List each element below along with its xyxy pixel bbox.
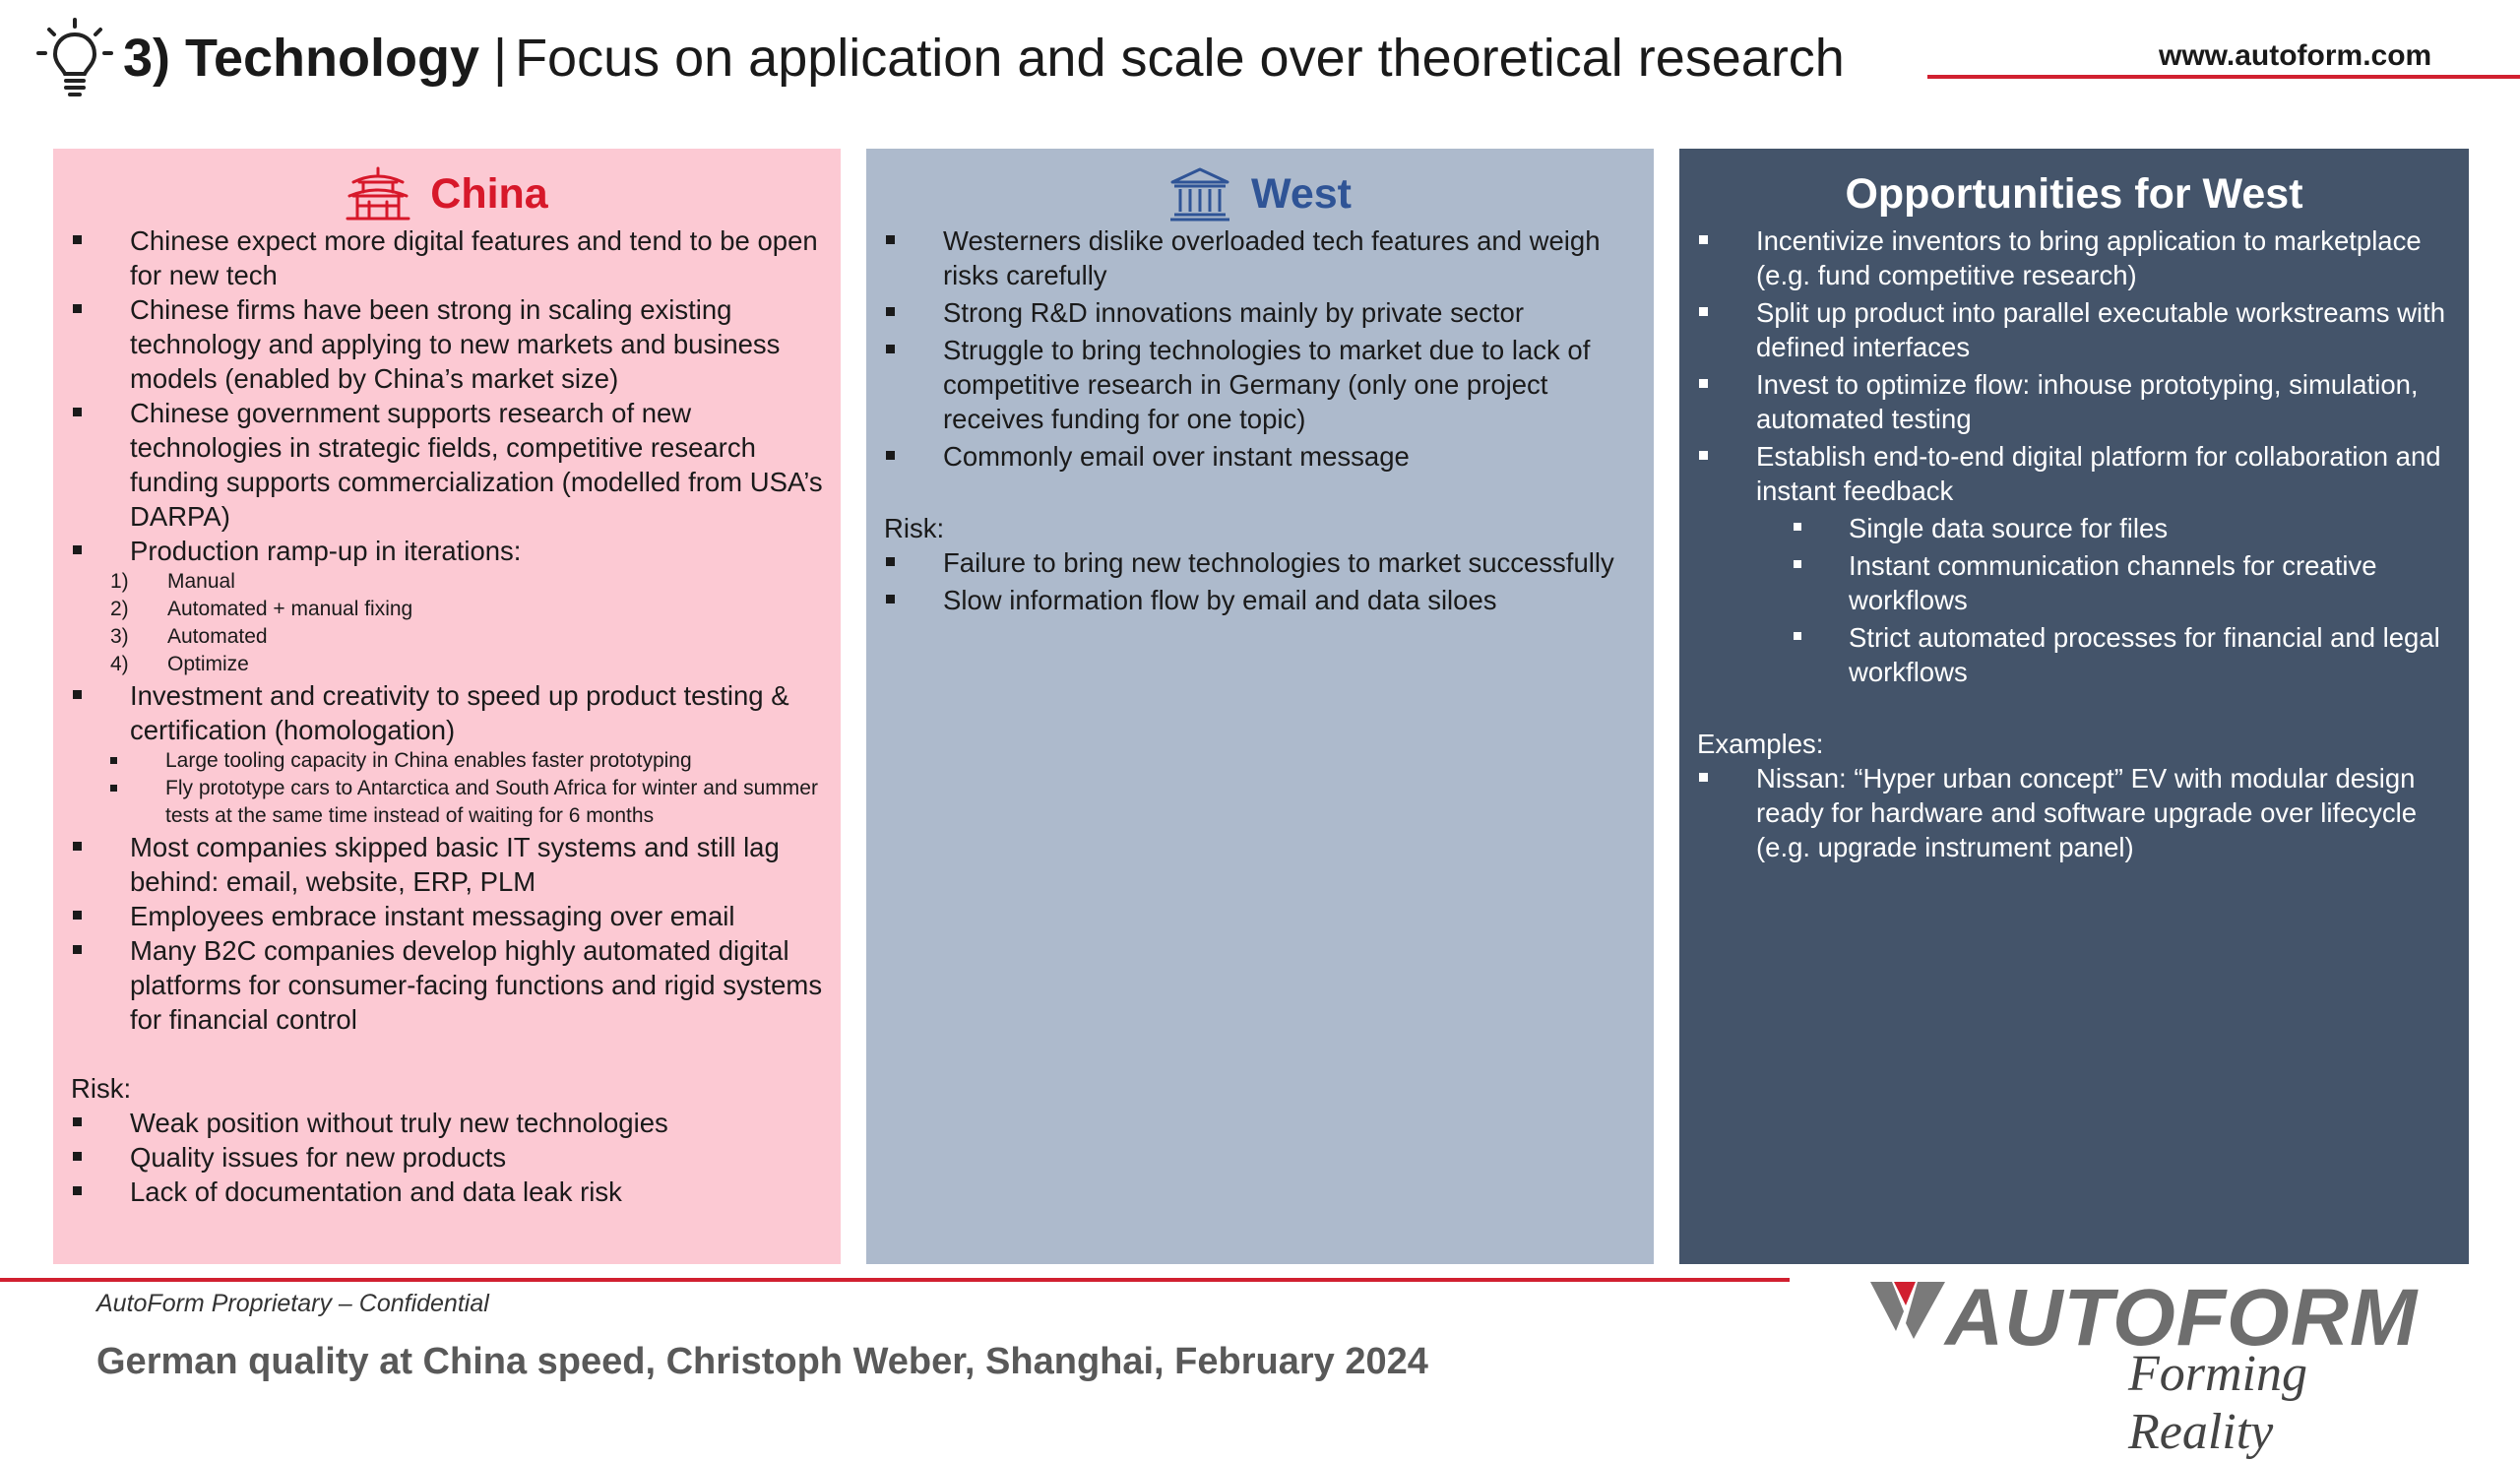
opportunities-bullet-list <box>1697 223 2451 508</box>
platform-sub-list <box>1697 511 2451 689</box>
examples-label: Examples: <box>1697 729 1824 759</box>
list-item: Westerners dislike overloaded tech features and weigh risks carefully <box>884 223 1636 292</box>
investment-sub-list <box>71 747 823 830</box>
rampup-step <box>110 596 823 623</box>
china-heading-label: China <box>430 169 548 218</box>
lightbulb-icon <box>35 18 114 96</box>
rampup-steps <box>71 568 823 678</box>
step-text: Automated <box>167 625 268 648</box>
china-column <box>53 149 841 1264</box>
list-item: Establish end-to-end digital platform for collaboration and instant feedback <box>1697 439 2451 508</box>
west-heading-label: West <box>1251 169 1352 218</box>
step-text: Optimize <box>167 653 249 675</box>
list-item: Lack of documentation and data leak risk <box>71 1175 823 1209</box>
list-item: Many B2C companies develop highly automated digital platforms for consumer-facing functions and rigid systems for financial control <box>71 933 823 1037</box>
slide-title <box>123 24 1845 93</box>
opportunities-column <box>1679 149 2469 1264</box>
confidential-notice: AutoForm Proprietary – Confidential <box>96 1290 489 1317</box>
list-item: Chinese firms have been strong in scaling existing technology and applying to new markets and business models (enabled by China’s market size) <box>71 292 823 396</box>
investment-label: Investment and creativity to speed up product testing & certification (homologation) <box>130 680 789 745</box>
sub-list-item: Strict automated processes for financial and legal workflows <box>1792 620 2451 689</box>
title-subtitle: Focus on application and scale over theoretical research <box>515 29 1845 88</box>
list-item: Employees embrace instant messaging over email <box>71 899 823 933</box>
footer-accent-line <box>0 1278 1790 1282</box>
list-item: Split up product into parallel executable workstreams with defined interfaces <box>1697 295 2451 364</box>
list-item: Struggle to bring technologies to market due to lack of competitive research in Germany (only one project receives funding for one topic) <box>884 333 1636 436</box>
list-item: Invest to optimize flow: inhouse prototyping, simulation, automated testing <box>1697 367 2451 436</box>
list-item: Strong R&D innovations mainly by private sector <box>884 295 1636 330</box>
china-bullet-list <box>71 223 823 1037</box>
list-item: Slow information flow by email and data siloes <box>884 583 1636 617</box>
opportunities-heading: Opportunities for West <box>1845 169 2303 218</box>
slide-header <box>0 0 2520 118</box>
west-heading <box>884 164 1636 223</box>
list-item <box>71 678 823 830</box>
rampup-step <box>110 568 823 596</box>
step-text: Automated + manual fixing <box>167 598 413 620</box>
list-item: Weak position without truly new technologies <box>71 1106 823 1140</box>
step-number: 4) <box>110 653 129 675</box>
china-risk-label: Risk: <box>71 1073 132 1104</box>
autoform-logo-mark-icon <box>1870 1280 1947 1341</box>
classical-building-icon <box>1168 166 1231 222</box>
list-item: Nissan: “Hyper urban concept” EV with modular design ready for hardware and software upgrade over lifecycle (e.g. upgrade instrument panel) <box>1697 761 2451 864</box>
logo-wordmark: AUTOFORM <box>1945 1273 2419 1363</box>
logo-tagline: Forming Reality <box>2128 1346 2307 1460</box>
list-item: Quality issues for new products <box>71 1140 823 1175</box>
title-separator: | <box>493 29 508 88</box>
sub-list-item: Large tooling capacity in China enables faster prototyping <box>108 747 823 775</box>
step-text: Manual <box>167 570 235 593</box>
pagoda-icon <box>346 166 410 222</box>
list-item: Failure to bring new technologies to market successfully <box>884 545 1636 580</box>
sub-list-item: Single data source for files <box>1792 511 2451 545</box>
list-item: Chinese expect more digital features and tend to be open for new tech <box>71 223 823 292</box>
rampup-step <box>110 651 823 678</box>
footer-caption: German quality at China speed, Christoph Weber, Shanghai, February 2024 <box>96 1341 1428 1382</box>
step-number: 1) <box>110 570 129 593</box>
china-heading <box>71 164 823 223</box>
west-risk-label: Risk: <box>884 513 945 543</box>
step-number: 3) <box>110 625 129 648</box>
sub-list-item: Fly prototype cars to Antarctica and South Africa for winter and summer tests at the same time instead of waiting for 6 months <box>108 775 823 830</box>
header-accent-line <box>1927 75 2520 79</box>
step-number: 2) <box>110 598 129 620</box>
west-risk-list <box>884 545 1636 617</box>
autoform-logo <box>1866 1272 2457 1460</box>
website-link[interactable]: www.autoform.com <box>2159 39 2432 72</box>
list-item: Commonly email over instant message <box>884 439 1636 474</box>
list-item: Incentivize inventors to bring application to marketplace (e.g. fund competitive research) <box>1697 223 2451 292</box>
list-item <box>71 534 823 678</box>
rampup-label: Production ramp-up in iterations: <box>130 536 522 566</box>
west-column <box>866 149 1654 1264</box>
list-item: Most companies skipped basic IT systems and still lag behind: email, website, ERP, PLM <box>71 830 823 899</box>
title-section: 3) Technology <box>123 29 480 88</box>
sub-list-item: Instant communication channels for creative workflows <box>1792 548 2451 617</box>
china-risk-list <box>71 1106 823 1209</box>
west-bullet-list <box>884 223 1636 474</box>
list-item: Chinese government supports research of new technologies in strategic fields, competitive research funding supports commercialization (modelled from USA’s DARPA) <box>71 396 823 534</box>
examples-list <box>1697 761 2451 864</box>
rampup-step <box>110 623 823 651</box>
